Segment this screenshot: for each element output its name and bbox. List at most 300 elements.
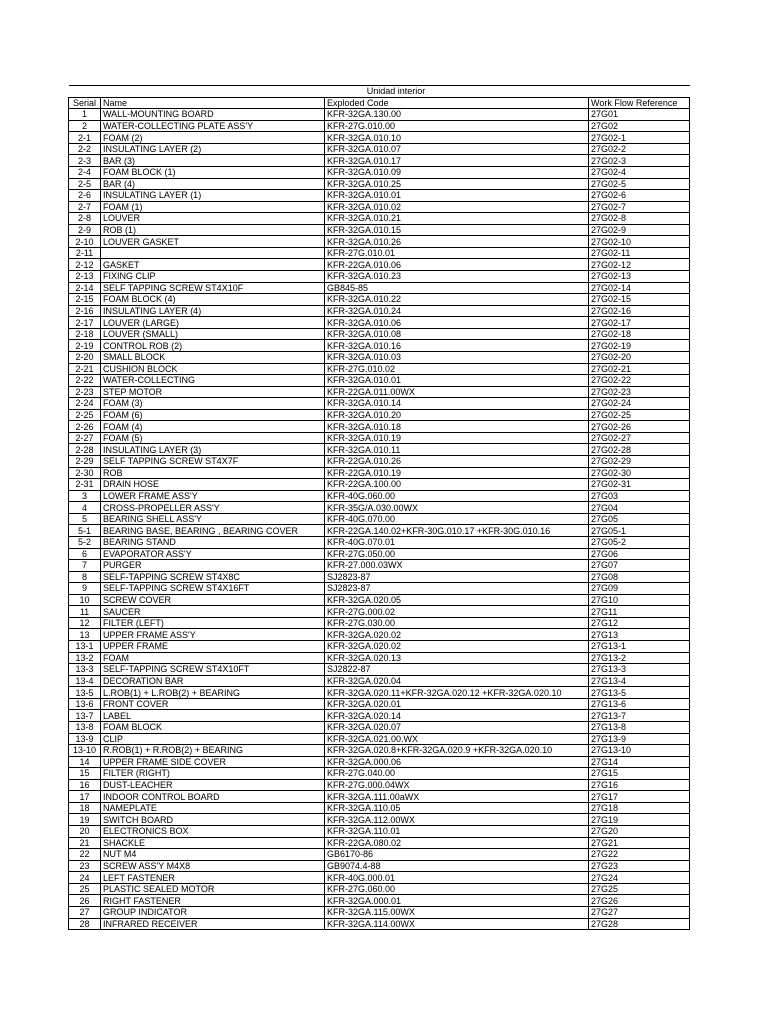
cell-ref: 27G13-5 (589, 687, 690, 699)
table-row (69, 560, 690, 572)
cell-ref: 27G02-13 (589, 271, 690, 283)
cell-name: CROSS-PROPELLER ASS'Y (101, 502, 325, 514)
cell-serial: 13-7 (69, 710, 101, 722)
cell-code: KFR-32GA.010.24 (325, 305, 589, 317)
cell-serial: 2-21 (69, 363, 101, 375)
title-row (69, 86, 690, 98)
table-row (69, 271, 690, 283)
cell-serial: 8 (69, 571, 101, 583)
cell-serial: 2-17 (69, 317, 101, 329)
cell-name: FOAM (101, 652, 325, 664)
cell-name: INDOOR CONTROL BOARD (101, 791, 325, 803)
cell-serial: 18 (69, 802, 101, 814)
cell-code: KFR-22GA.140.02+KFR-30G.010.17 +KFR-30G.010.16 (325, 525, 589, 537)
cell-ref: 27G02-16 (589, 305, 690, 317)
header-ref: Work Flow Reference (589, 97, 690, 109)
table-row (69, 548, 690, 560)
cell-code: KFR-32GA.010.08 (325, 328, 589, 340)
cell-code: KFR-32GA.111.00aWX (325, 791, 589, 803)
cell-name: CUSHION BLOCK (101, 363, 325, 375)
cell-name: FOAM (1) (101, 201, 325, 213)
table-row (69, 340, 690, 352)
table-row (69, 860, 690, 872)
cell-ref: 27G11 (589, 606, 690, 618)
cell-serial: 5-1 (69, 525, 101, 537)
table-row (69, 305, 690, 317)
cell-code: KFR-32GA.010.22 (325, 294, 589, 306)
cell-ref: 27G16 (589, 779, 690, 791)
cell-ref: 27G03 (589, 490, 690, 502)
table-row (69, 583, 690, 595)
cell-code: SJ2822-87 (325, 664, 589, 676)
table-row (69, 247, 690, 259)
cell-name: LOWER FRAME ASS'Y (101, 490, 325, 502)
cell-ref: 27G06 (589, 548, 690, 560)
cell-code: KFR-32GA.020.13 (325, 652, 589, 664)
table-row (69, 421, 690, 433)
cell-name: BAR (4) (101, 178, 325, 190)
cell-serial: 13-10 (69, 745, 101, 757)
cell-code: SJ2823-87 (325, 571, 589, 583)
cell-code: KFR-40G.060.00 (325, 490, 589, 502)
cell-serial: 2-29 (69, 456, 101, 468)
table-row (69, 456, 690, 468)
cell-serial: 24 (69, 872, 101, 884)
header-name: Name (101, 97, 325, 109)
table-row (69, 617, 690, 629)
table-row (69, 120, 690, 132)
table-row (69, 294, 690, 306)
cell-code: KFR-32GA.000.01 (325, 895, 589, 907)
cell-code: KFR-27G.050.00 (325, 548, 589, 560)
cell-name: SELF TAPPING SCREW ST4X7F (101, 456, 325, 468)
cell-name: SELF-TAPPING SCREW ST4X16FT (101, 583, 325, 595)
table-row (69, 502, 690, 514)
cell-ref: 27G02-12 (589, 259, 690, 271)
cell-name: BEARING STAND (101, 536, 325, 548)
table-row (69, 386, 690, 398)
cell-ref: 27G13-3 (589, 664, 690, 676)
table-row (69, 375, 690, 387)
cell-ref: 27G14 (589, 756, 690, 768)
cell-ref: 27G05-1 (589, 525, 690, 537)
cell-name: LEFT FASTENER (101, 872, 325, 884)
cell-serial: 2-20 (69, 351, 101, 363)
cell-ref: 27G02-27 (589, 432, 690, 444)
table-row (69, 109, 690, 121)
table-row (69, 849, 690, 861)
table-row (69, 721, 690, 733)
cell-ref: 27G02-5 (589, 178, 690, 190)
cell-serial: 2-10 (69, 236, 101, 248)
cell-serial: 2-16 (69, 305, 101, 317)
table-row (69, 664, 690, 676)
cell-serial: 2-9 (69, 224, 101, 236)
cell-name: SMALL BLOCK (101, 351, 325, 363)
cell-ref: 27G17 (589, 791, 690, 803)
cell-serial: 5 (69, 513, 101, 525)
cell-ref: 27G02-23 (589, 386, 690, 398)
cell-name: WATER-COLLECTING (101, 375, 325, 387)
cell-serial: 5-2 (69, 536, 101, 548)
cell-code: KFR-27G.030.00 (325, 617, 589, 629)
cell-name (101, 247, 325, 259)
cell-ref: 27G02-8 (589, 213, 690, 225)
table-row (69, 814, 690, 826)
table-row (69, 490, 690, 502)
cell-ref: 27G02-11 (589, 247, 690, 259)
cell-ref: 27G02-15 (589, 294, 690, 306)
cell-code: KFR-22GA.080.02 (325, 837, 589, 849)
cell-ref: 27G02-22 (589, 375, 690, 387)
table-row (69, 155, 690, 167)
cell-serial: 13 (69, 629, 101, 641)
cell-serial: 3 (69, 490, 101, 502)
cell-name: INSULATING LAYER (4) (101, 305, 325, 317)
cell-serial: 2-4 (69, 166, 101, 178)
cell-code: KFR-32GA.010.15 (325, 224, 589, 236)
cell-name: WALL-MOUNTING BOARD (101, 109, 325, 121)
cell-name: INSULATING LAYER (1) (101, 190, 325, 202)
cell-serial: 21 (69, 837, 101, 849)
cell-code: KFR-27G.010.01 (325, 247, 589, 259)
cell-code: KFR-35G/A.030.00WX (325, 502, 589, 514)
cell-serial: 2-19 (69, 340, 101, 352)
cell-code: KFR-27G.010.02 (325, 363, 589, 375)
cell-code: KFR-40G.070.01 (325, 536, 589, 548)
cell-code: KFR-32GA.010.18 (325, 421, 589, 433)
cell-code: KFR-32GA.010.02 (325, 201, 589, 213)
cell-name: GASKET (101, 259, 325, 271)
cell-code: KFR-32GA.010.10 (325, 132, 589, 144)
cell-code: KFR-32GA.010.20 (325, 409, 589, 421)
cell-code: KFR-22GA.100.00 (325, 479, 589, 491)
cell-name: SELF-TAPPING SCREW ST4X10FT (101, 664, 325, 676)
table-row (69, 779, 690, 791)
table-row (69, 132, 690, 144)
cell-code: KFR-32GA.020.02 (325, 629, 589, 641)
cell-ref: 27G20 (589, 826, 690, 838)
cell-ref: 27G02-17 (589, 317, 690, 329)
cell-ref: 27G02-9 (589, 224, 690, 236)
cell-serial: 17 (69, 791, 101, 803)
cell-code: KFR-32GA.010.06 (325, 317, 589, 329)
header-code: Exploded Code (325, 97, 589, 109)
cell-code: KFR-32GA.112.00WX (325, 814, 589, 826)
table-row (69, 675, 690, 687)
cell-ref: 27G25 (589, 883, 690, 895)
table-row (69, 190, 690, 202)
cell-serial: 13-5 (69, 687, 101, 699)
cell-serial: 10 (69, 594, 101, 606)
cell-serial: 2-6 (69, 190, 101, 202)
cell-code: KFR-32GA.010.21 (325, 213, 589, 225)
cell-serial: 2-5 (69, 178, 101, 190)
cell-ref: 27G05 (589, 513, 690, 525)
cell-serial: 20 (69, 826, 101, 838)
cell-name: L.ROB(1) + L.ROB(2) + BEARING (101, 687, 325, 699)
table-row (69, 398, 690, 410)
cell-name: NAMEPLATE (101, 802, 325, 814)
cell-serial: 22 (69, 849, 101, 861)
cell-serial: 15 (69, 768, 101, 780)
cell-serial: 23 (69, 860, 101, 872)
cell-name: FOAM (3) (101, 398, 325, 410)
cell-serial: 2-13 (69, 271, 101, 283)
table-row (69, 756, 690, 768)
cell-ref: 27G02-3 (589, 155, 690, 167)
cell-name: NUT M4 (101, 849, 325, 861)
cell-code: KFR-40G.000.01 (325, 872, 589, 884)
cell-name: PLASTIC SEALED MOTOR (101, 883, 325, 895)
cell-code: KFR-32GA.020.01 (325, 698, 589, 710)
table-row (69, 918, 690, 930)
cell-ref: 27G02 (589, 120, 690, 132)
cell-serial: 13-9 (69, 733, 101, 745)
cell-ref: 27G02-10 (589, 236, 690, 248)
table-row (69, 733, 690, 745)
cell-ref: 27G02-28 (589, 444, 690, 456)
cell-code: KFR-27G.000.02 (325, 606, 589, 618)
table-row (69, 791, 690, 803)
cell-code: KFR-32GA.021.00.WX (325, 733, 589, 745)
table-row (69, 698, 690, 710)
table-row (69, 536, 690, 548)
cell-name: R.ROB(1) + R.ROB(2) + BEARING (101, 745, 325, 757)
cell-name: UPPER FRAME (101, 641, 325, 653)
cell-name: UPPER FRAME SIDE COVER (101, 756, 325, 768)
cell-code: KFR-32GA.010.25 (325, 178, 589, 190)
table-row (69, 525, 690, 537)
cell-code: KFR-27G.010.00 (325, 120, 589, 132)
cell-code: KFR-32GA.020.05 (325, 594, 589, 606)
cell-ref: 27G13-10 (589, 745, 690, 757)
cell-serial: 2-31 (69, 479, 101, 491)
cell-ref: 27G02-31 (589, 479, 690, 491)
cell-serial: 2 (69, 120, 101, 132)
cell-code: KFR-32GA.020.02 (325, 641, 589, 653)
cell-ref: 27G02-2 (589, 143, 690, 155)
cell-code: KFR-32GA.020.14 (325, 710, 589, 722)
cell-serial: 2-8 (69, 213, 101, 225)
table-row (69, 467, 690, 479)
cell-name: FOAM BLOCK (101, 721, 325, 733)
cell-name: SWITCH BOARD (101, 814, 325, 826)
cell-ref: 27G13-2 (589, 652, 690, 664)
cell-serial: 13-6 (69, 698, 101, 710)
table-row (69, 166, 690, 178)
cell-name: INSULATING LAYER (3) (101, 444, 325, 456)
cell-code: KFR-32GA.130.00 (325, 109, 589, 121)
table-row (69, 143, 690, 155)
cell-code: KFR-27G.000.04WX (325, 779, 589, 791)
cell-name: SELF-TAPPING SCREW ST4X8C (101, 571, 325, 583)
cell-ref: 27G13-6 (589, 698, 690, 710)
cell-name: DRAIN HOSE (101, 479, 325, 491)
cell-code: KFR-32GA.000.06 (325, 756, 589, 768)
cell-ref: 27G02-25 (589, 409, 690, 421)
cell-ref: 27G08 (589, 571, 690, 583)
cell-ref: 27G02-6 (589, 190, 690, 202)
cell-name: PURGER (101, 560, 325, 572)
table-row (69, 259, 690, 271)
cell-code: KFR-32GA.010.19 (325, 432, 589, 444)
cell-serial: 9 (69, 583, 101, 595)
cell-ref: 27G13-1 (589, 641, 690, 653)
table-title: Unidad interior (101, 86, 690, 98)
cell-name: SCREW COVER (101, 594, 325, 606)
cell-ref: 27G13-4 (589, 675, 690, 687)
cell-serial: 28 (69, 918, 101, 930)
cell-ref: 27G26 (589, 895, 690, 907)
cell-serial: 2-1 (69, 132, 101, 144)
cell-name: UPPER FRAME ASS'Y (101, 629, 325, 641)
cell-code: KFR-32GA.114.00WX (325, 918, 589, 930)
cell-name: LOUVER GASKET (101, 236, 325, 248)
table-row (69, 317, 690, 329)
table-row (69, 629, 690, 641)
cell-name: DECORATION BAR (101, 675, 325, 687)
table-row (69, 328, 690, 340)
cell-code: KFR-32GA.020.8+KFR-32GA.020.9 +KFR-32GA.020.10 (325, 745, 589, 757)
cell-serial: 2-2 (69, 143, 101, 155)
cell-ref: 27G02-21 (589, 363, 690, 375)
table-row (69, 432, 690, 444)
cell-name: LOUVER (101, 213, 325, 225)
table-row (69, 363, 690, 375)
cell-code: KFR-32GA.010.16 (325, 340, 589, 352)
cell-name: GROUP INDICATOR (101, 906, 325, 918)
cell-ref: 27G22 (589, 849, 690, 861)
table-row (69, 710, 690, 722)
cell-ref: 27G27 (589, 906, 690, 918)
cell-ref: 27G02-26 (589, 421, 690, 433)
cell-code: KFR-27.000.03WX (325, 560, 589, 572)
cell-name: BEARING SHELL ASS'Y (101, 513, 325, 525)
cell-ref: 27G02-19 (589, 340, 690, 352)
cell-ref: 27G10 (589, 594, 690, 606)
cell-code: KFR-40G.070.00 (325, 513, 589, 525)
cell-name: BEARING BASE, BEARING , BEARING COVER (101, 525, 325, 537)
cell-ref: 27G13-9 (589, 733, 690, 745)
table-row (69, 883, 690, 895)
cell-serial: 19 (69, 814, 101, 826)
cell-ref: 27G02-29 (589, 456, 690, 468)
cell-code: GB845-85 (325, 282, 589, 294)
cell-code: GB6170-86 (325, 849, 589, 861)
cell-name: FILTER (RIGHT) (101, 768, 325, 780)
cell-serial: 1 (69, 109, 101, 121)
cell-ref: 27G02-4 (589, 166, 690, 178)
cell-name: ELECTRONICS BOX (101, 826, 325, 838)
cell-ref: 27G02-30 (589, 467, 690, 479)
cell-name: STEP MOTOR (101, 386, 325, 398)
cell-code: KFR-27G.060.00 (325, 883, 589, 895)
cell-code: KFR-32GA.010.03 (325, 351, 589, 363)
cell-serial: 2-15 (69, 294, 101, 306)
cell-ref: 27G05-2 (589, 536, 690, 548)
cell-code: KFR-32GA.020.04 (325, 675, 589, 687)
cell-name: FIXING CLIP (101, 271, 325, 283)
table-row (69, 213, 690, 225)
cell-code: SJ2823-87 (325, 583, 589, 595)
cell-code: KFR-22GA.011.00WX (325, 386, 589, 398)
cell-serial: 26 (69, 895, 101, 907)
cell-code: KFR-32GA.010.01 (325, 190, 589, 202)
table-row (69, 768, 690, 780)
cell-name: ROB (101, 467, 325, 479)
cell-ref: 27G21 (589, 837, 690, 849)
cell-code: GB9074.4-88 (325, 860, 589, 872)
cell-name: LOUVER (LARGE) (101, 317, 325, 329)
cell-ref: 27G07 (589, 560, 690, 572)
cell-ref: 27G24 (589, 872, 690, 884)
cell-ref: 27G02-24 (589, 398, 690, 410)
cell-serial: 2-22 (69, 375, 101, 387)
table-row (69, 178, 690, 190)
cell-code: KFR-22GA.010.06 (325, 259, 589, 271)
table-row (69, 652, 690, 664)
header-serial: Serial (69, 97, 101, 109)
cell-ref: 27G02-14 (589, 282, 690, 294)
cell-ref: 27G02-1 (589, 132, 690, 144)
cell-name: FRONT COVER (101, 698, 325, 710)
cell-name: ROB (1) (101, 224, 325, 236)
cell-ref: 27G18 (589, 802, 690, 814)
table-row (69, 236, 690, 248)
table-row (69, 571, 690, 583)
cell-name: SHACKLE (101, 837, 325, 849)
cell-code: KFR-32GA.010.11 (325, 444, 589, 456)
cell-serial: 4 (69, 502, 101, 514)
table-row (69, 802, 690, 814)
cell-code: KFR-32GA.010.26 (325, 236, 589, 248)
cell-ref: 27G28 (589, 918, 690, 930)
table-row (69, 641, 690, 653)
cell-serial: 6 (69, 548, 101, 560)
cell-code: KFR-27G.040.00 (325, 768, 589, 780)
table-row (69, 444, 690, 456)
cell-ref: 27G15 (589, 768, 690, 780)
cell-name: BAR (3) (101, 155, 325, 167)
cell-serial: 2-30 (69, 467, 101, 479)
cell-code: KFR-22GA.010.19 (325, 467, 589, 479)
cell-serial: 2-25 (69, 409, 101, 421)
cell-name: SELF TAPPING SCREW ST4X10F (101, 282, 325, 294)
cell-ref: 27G02-20 (589, 351, 690, 363)
cell-ref: 27G19 (589, 814, 690, 826)
parts-sheet (68, 85, 689, 930)
cell-code: KFR-32GA.010.17 (325, 155, 589, 167)
cell-code: KFR-32GA.010.23 (325, 271, 589, 283)
cell-ref: 27G01 (589, 109, 690, 121)
table-row (69, 224, 690, 236)
cell-name: FOAM (4) (101, 421, 325, 433)
cell-serial: 12 (69, 617, 101, 629)
cell-code: KFR-32GA.020.11+KFR-32GA.020.12 +KFR-32GA.020.10 (325, 687, 589, 699)
cell-code: KFR-32GA.010.07 (325, 143, 589, 155)
cell-ref: 27G02-18 (589, 328, 690, 340)
cell-serial: 2-28 (69, 444, 101, 456)
cell-name: FOAM (6) (101, 409, 325, 421)
table-row (69, 282, 690, 294)
cell-code: KFR-32GA.115.00WX (325, 906, 589, 918)
table-row (69, 826, 690, 838)
table-body (69, 109, 690, 930)
table-row (69, 351, 690, 363)
table-row (69, 513, 690, 525)
cell-ref: 27G23 (589, 860, 690, 872)
